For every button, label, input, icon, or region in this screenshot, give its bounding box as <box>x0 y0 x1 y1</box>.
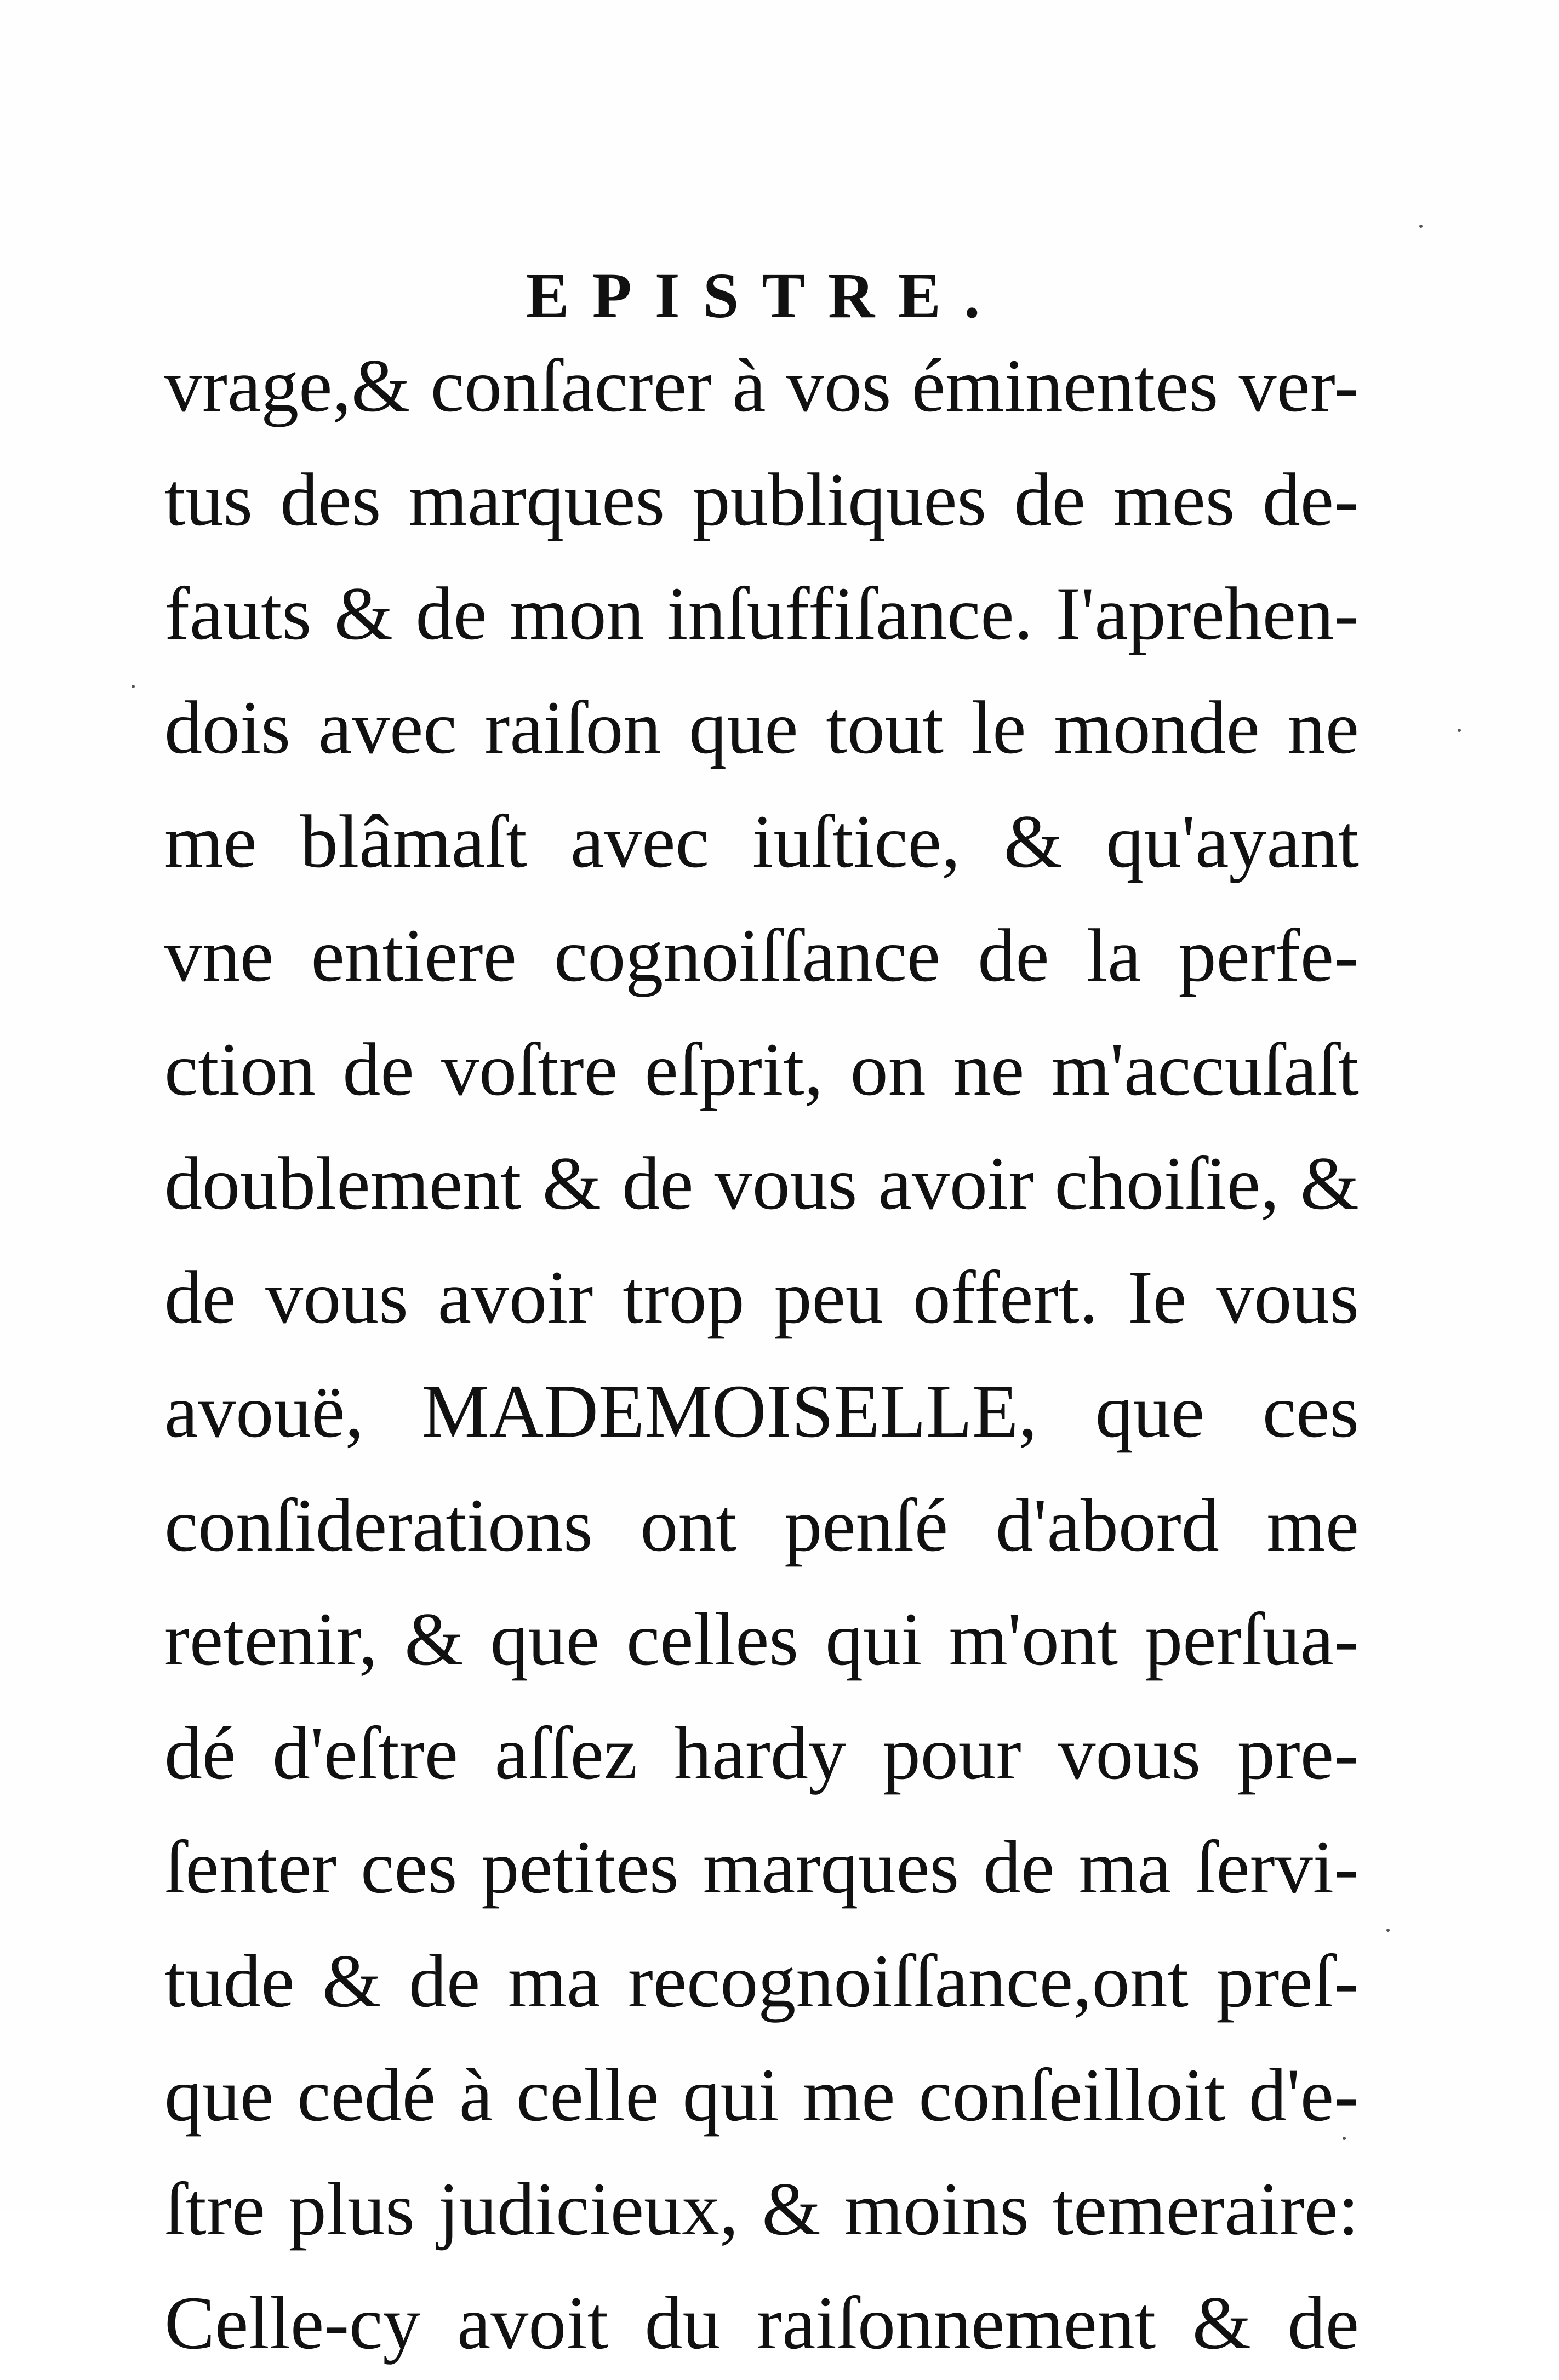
text-line: que cedé à celle qui me conſeilloit d'e- <box>164 2053 1359 2137</box>
text-line: doublement & de vous avoir choiſie, & <box>164 1141 1359 1225</box>
text-line: dois avec raiſon que tout le monde ne <box>164 685 1359 769</box>
print-speck <box>1458 729 1461 732</box>
text-line: vne entiere cognoiſſance de la perfe- <box>164 913 1359 997</box>
print-speck <box>1419 225 1423 228</box>
text-line: tus des marques publiques de mes de- <box>164 457 1359 541</box>
text-line: ction de voſtre eſprit, on ne m'accuſaſt <box>164 1027 1359 1111</box>
text-line: de vous avoir trop peu offert. Ie vous <box>164 1255 1359 1339</box>
text-line: fauts & de mon inſuffiſance. I'aprehen- <box>164 571 1359 655</box>
text-line: retenir, & que celles qui m'ont perſua- <box>164 1597 1359 1681</box>
running-head: EPISTRE. <box>526 260 1003 331</box>
print-speck <box>1386 1929 1390 1932</box>
body-text <box>164 329 1359 2380</box>
text-line: conſiderations ont penſé d'abord me <box>164 1483 1359 1567</box>
print-speck <box>132 685 135 688</box>
text-line: vrage,& conſacrer à vos éminentes ver- <box>164 344 1359 427</box>
text-line: dé d'eſtre aſſez hardy pour vous pre- <box>164 1711 1359 1795</box>
text-line: tude & de ma recognoiſſance,ont preſ- <box>164 1939 1359 2023</box>
print-speck <box>1343 2137 1346 2140</box>
text-line: avouë, MADEMOISELLE, que ces <box>164 1369 1359 1453</box>
text-line: Celle-cy avoit du raiſonnement & de <box>164 2281 1359 2365</box>
text-line: ſtre plus judicieux, & moins temeraire: <box>164 2167 1359 2251</box>
text-line: ſenter ces petites marques de ma ſervi- <box>164 1825 1359 1909</box>
text-line: me blâmaſt avec iuſtice, & qu'ayant <box>164 799 1359 883</box>
